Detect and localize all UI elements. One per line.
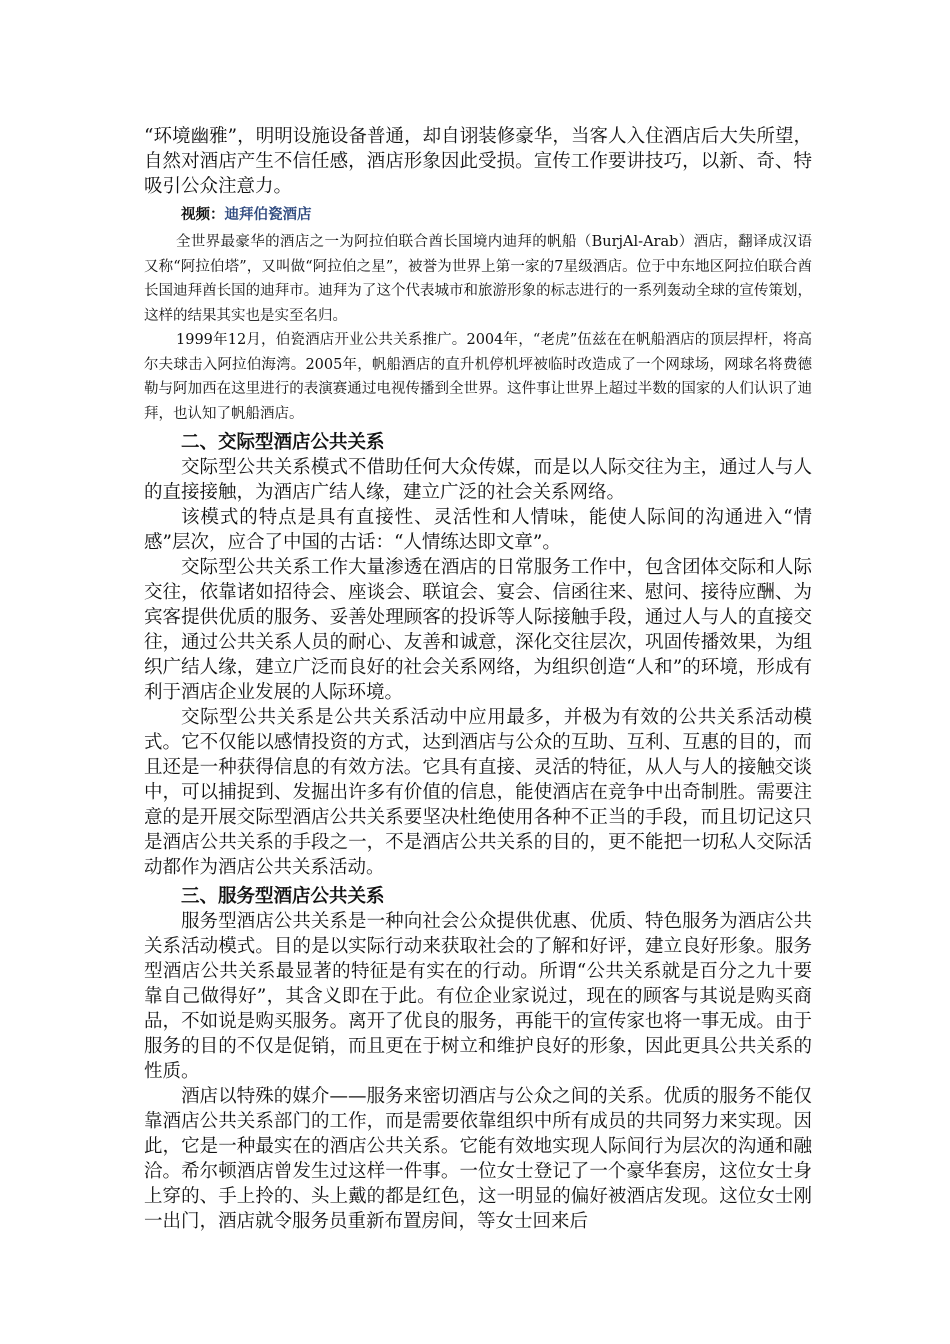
- paragraph-service-definition: 服务型酒店公共关系是一种向社会公众提供优惠、优质、特色服务为酒店公共关系活动模式。目的是以实际行动来获取社会的了解和好评，建立良好形象。服务型酒店公共关系最显著的特征是有实在的行动。所谓“公共关系就是百分之九十要靠自己做得好”，其含义即在于此。有位企业家说过，现在的顾客与其说是购买商品，不如说是购买服务。离开了优良的服务，再能干的宣传家也将一事无成。由于服务的目的不仅是促销，而且更在于树立和维护良好的形象，因此更具公共关系的性质。: [144, 911, 812, 1082]
- section-heading-service: 三、服务型酒店公共关系: [181, 886, 385, 907]
- paragraph-burj-al-arab: 全世界最豪华的酒店之一为阿拉伯联合酋长国境内迪拜的帆船（BurjAl-Arab）酒店，翻译成汉语又称“阿拉伯塔”，又叫做“阿拉伯之星”，被誉为世界上第一家的7星级酒店。位于中东地区阿拉伯联合酋长国迪拜酋长国的迪拜市。迪拜为了这个代表城市和旅游形象的标志进行的一系列轰动全球的宣传策划，这样的结果其实也是实至名归。: [144, 234, 812, 324]
- paragraph-social-features: 该模式的特点是具有直接性、灵活性和人情味，能使人际间的沟通进入“情感”层次，应合了中国的古话：“人情练达即文章”。: [144, 507, 812, 553]
- paragraph-social-value: 交际型公共关系是公共关系活动中应用最多，并极为有效的公共关系活动模式。它不仅能以感情投资的方式，达到酒店与公众的互助、互利、互惠的目的，而且还是一种获得信息的有效方法。它具有直接、灵活的特征，从人与人的接触交谈中，可以捕捉到、发掘出许多有价值的信息，能使酒店在竞争中出奇制胜。需要注意的是开展交际型酒店公共关系要坚决杜绝使用各种不正当的手段，而且切记这只是酒店公共关系的手段之一，不是酒店公共关系的目的，更不能把一切私人交际活动都作为酒店公共关系活动。: [144, 707, 812, 878]
- video-link[interactable]: 迪拜伯瓷酒店: [224, 206, 312, 223]
- document-body: [144, 124, 812, 1234]
- paragraph-social-work: 交际型公共关系工作大量渗透在酒店的日常服务工作中，包含团体交际和人际交往，依靠诸如招待会、座谈会、联谊会、宴会、信函往来、慰问、接待应酬、为宾客提供优质的服务、妥善处理顾客的投诉等人际接触手段，通过人与人的直接交往，通过公共关系人员的耐心、友善和诚意，深化交往层次，巩固传播效果，为组织广结人缘，建立广泛而良好的社会关系网络，为组织创造“人和”的环境，形成有利于酒店企业发展的人际环境。: [144, 557, 812, 703]
- video-caption: [144, 202, 812, 228]
- paragraph-intro: “环境幽雅”，明明设施设备普通，却自诩装修豪华，当客人入住酒店后大失所望，自然对酒店产生不信任感，酒店形象因此受损。宣传工作要讲技巧，以新、奇、特吸引公众注意力。: [144, 126, 812, 197]
- paragraph-service-example: 酒店以特殊的媒介——服务来密切酒店与公众之间的关系。优质的服务不能仅靠酒店公共关系部门的工作，而是需要依靠组织中所有成员的共同努力来实现。因此，它是一种最实在的酒店公共关系。它能有效地实现人际间行为层次的沟通和融洽。希尔顿酒店曾发生过这样一件事。一位女士登记了一个豪华套房，这位女士身上穿的、手上拎的、头上戴的都是红色，这一明显的偏好被酒店发现。这位女士刚一出门，酒店就令服务员重新布置房间，等女士回来后: [144, 1086, 812, 1232]
- section-heading-social: 二、交际型酒店公共关系: [181, 432, 385, 453]
- paragraph-promotion-history: 1999年12月，伯瓷酒店开业公共关系推广。2004年，“老虎”伍兹在在帆船酒店的顶层捍杆，将高尔夫球击入阿拉伯海湾。2005年，帆船酒店的直升机停机坪被临时改造成了一个网球场，网球名将费德勒与阿加西在这里进行的表演赛通过电视传播到全世界。这件事让世界上超过半数的国家的人们认识了迪拜，也认知了帆船酒店。: [144, 332, 812, 422]
- paragraph-social-definition: 交际型公共关系模式不借助任何大众传媒，而是以人际交往为主，通过人与人的直接接触，为酒店广结人缘，建立广泛的社会关系网络。: [144, 457, 812, 503]
- video-label: 视频：: [181, 206, 225, 223]
